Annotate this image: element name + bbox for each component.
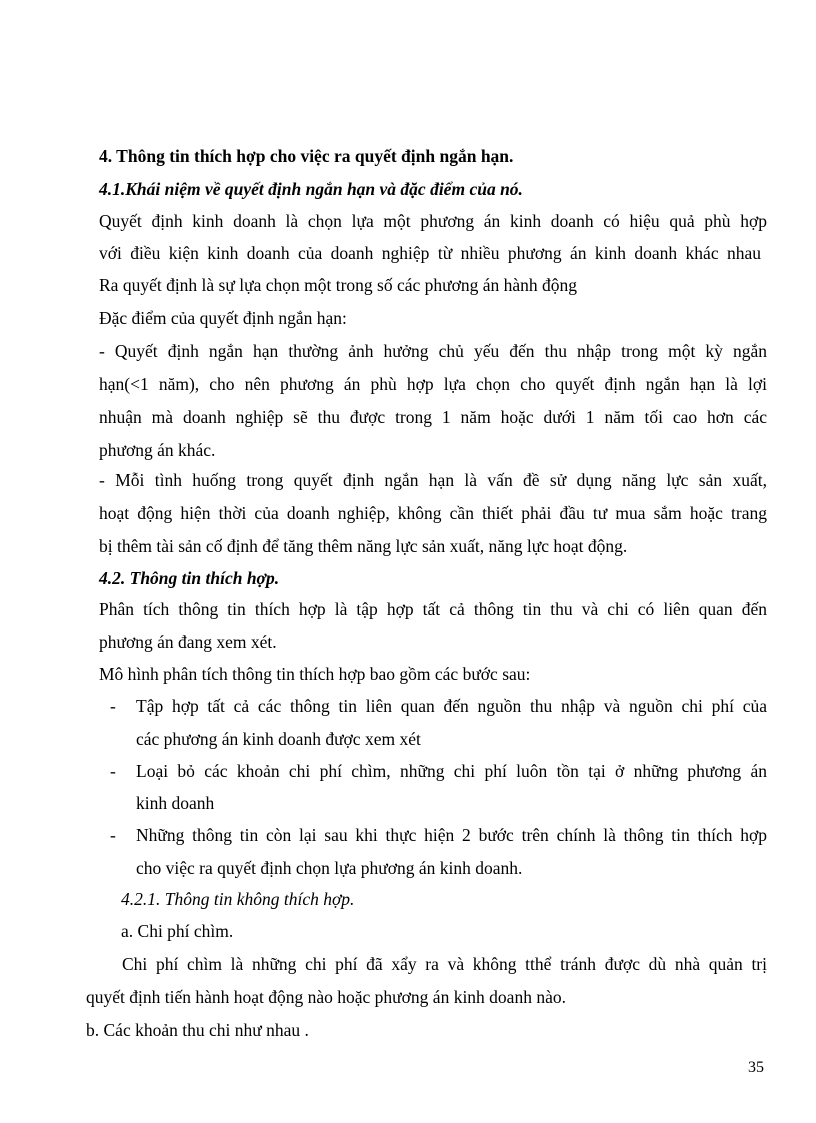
paragraph-line: hoạt động hiện thời của doanh nghiệp, không cần thiết phải đầu tư mua sắm hoặc trang: [99, 503, 767, 523]
paragraph-line: hạn(<1 năm), cho nên phương án phù hợp lựa chọn cho quyết định ngắn hạn là lợi: [99, 374, 767, 394]
item-b-title: b. Các khoản thu chi như nhau .: [86, 1020, 309, 1040]
list-bullet: -: [110, 696, 116, 716]
item-a-title: a. Chi phí chìm.: [121, 921, 234, 941]
paragraph-line: phương án đang xem xét.: [99, 632, 277, 652]
list-item-line: Tập hợp tất cả các thông tin liên quan đến nguồn thu nhập và nguồn chi phí của: [136, 696, 767, 716]
section-4-heading: 4. Thông tin thích hợp cho việc ra quyết định ngắn hạn.: [99, 146, 514, 166]
paragraph-line: - Mỗi tình huống trong quyết định ngắn hạn là vấn đề sử dụng năng lực sản xuất,: [99, 470, 767, 490]
list-item-line: các phương án kinh doanh được xem xét: [136, 729, 421, 749]
features-title: Đặc điểm của quyết định ngắn hạn:: [99, 308, 347, 328]
list-bullet: -: [110, 761, 116, 781]
paragraph-line: Quyết định kinh doanh là chọn lựa một phương án kinh doanh có hiệu quả phù hợp: [99, 211, 767, 231]
paragraph-line: bị thêm tài sản cố định để tăng thêm năng lực sản xuất, năng lực hoạt động.: [99, 536, 628, 556]
paragraph-line: Chi phí chìm là những chi phí đã xẩy ra và không tthể tránh được dù nhà quản trị: [122, 954, 767, 974]
paragraph-line: quyết định tiến hành hoạt động nào hoặc phương án kinh doanh nào.: [86, 987, 566, 1007]
list-item-line: Những thông tin còn lại sau khi thực hiện 2 bước trên chính là thông tin thích hợp: [136, 825, 767, 845]
model-intro: Mô hình phân tích thông tin thích hợp bao gồm các bước sau:: [99, 664, 531, 684]
paragraph-line: - Quyết định ngắn hạn thường ảnh hưởng chủ yếu đến thu nhập trong một kỳ ngắn: [99, 341, 767, 361]
section-4-2-1-heading: 4.2.1. Thông tin không thích hợp.: [121, 889, 355, 909]
list-item-line: Loại bỏ các khoản chi phí chìm, những chi phí luôn tồn tại ở những phương án: [136, 761, 767, 781]
paragraph-line: phương án khác.: [99, 440, 216, 460]
list-item-line: cho việc ra quyết định chọn lựa phương án kinh doanh.: [136, 858, 523, 878]
section-4-1-heading: 4.1.Khái niệm về quyết định ngắn hạn và đặc điểm của nó.: [99, 179, 523, 199]
paragraph-line: Phân tích thông tin thích hợp là tập hợp tất cả thông tin thu và chi có liên quan đến: [99, 599, 767, 619]
page-number: 35: [748, 1059, 764, 1076]
section-4-2-heading: 4.2. Thông tin thích hợp.: [99, 568, 280, 588]
list-bullet: -: [110, 825, 116, 845]
paragraph-line: nhuận mà doanh nghiệp sẽ thu được trong 1 năm hoặc dưới 1 năm tối cao hơn các: [99, 407, 767, 427]
paragraph-line: với điều kiện kinh doanh của doanh nghiệp từ nhiều phương án kinh doanh khác nhau: [99, 243, 761, 263]
paragraph-line: Ra quyết định là sự lựa chọn một trong số các phương án hành động: [99, 275, 578, 295]
list-item-line: kinh doanh: [136, 793, 215, 813]
